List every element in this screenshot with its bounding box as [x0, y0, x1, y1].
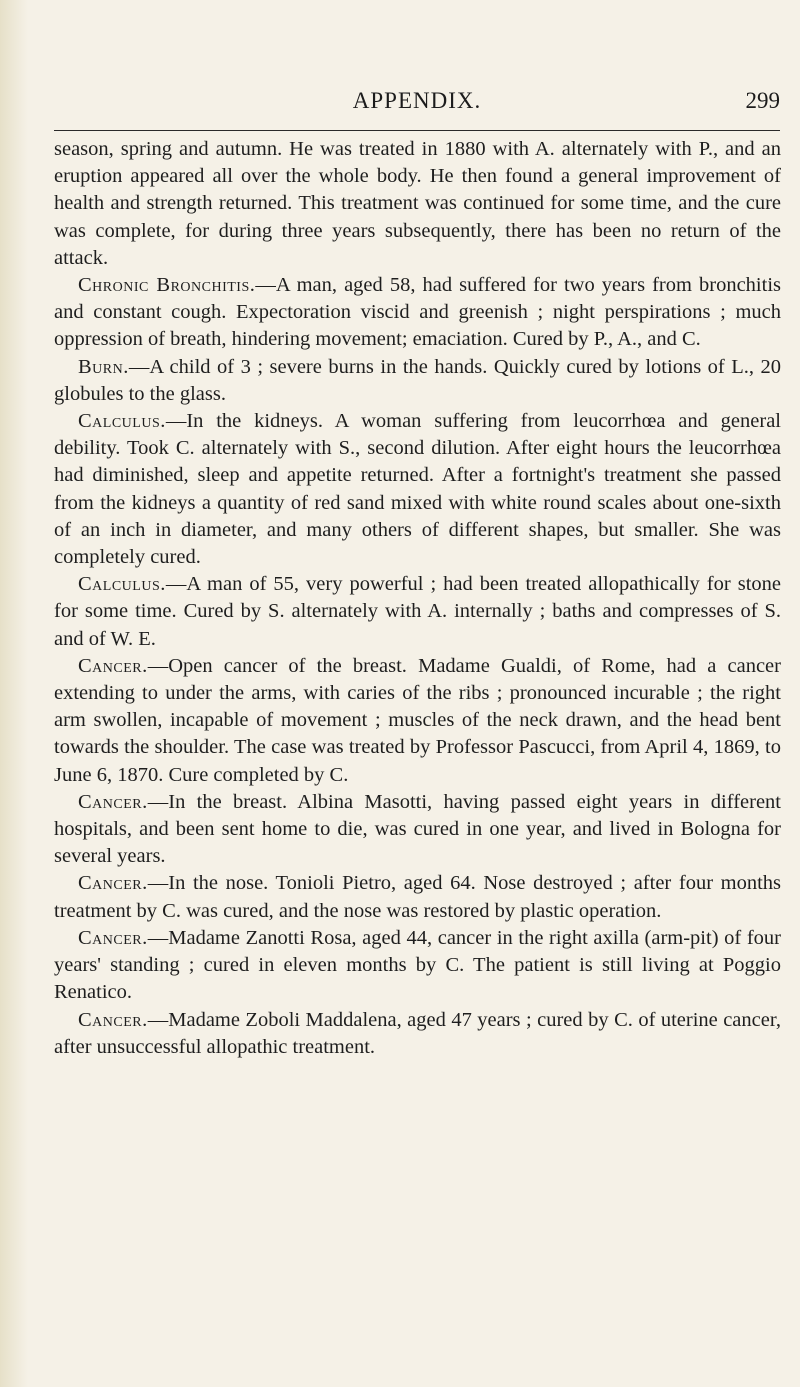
running-head: APPENDIX. — [352, 88, 482, 113]
paragraph-text: —Madame Zanotti Rosa, aged 44, cancer in the right axilla (arm-pit) of four years' standing ; cured in eleven months by C. The patient is still living at Poggio Renatico. — [54, 926, 781, 1004]
case-paragraph — [54, 571, 781, 653]
page-number: 299 — [745, 88, 780, 113]
page-body — [54, 136, 781, 1061]
case-heading: Calculus. — [78, 573, 166, 596]
header-rule — [54, 130, 780, 131]
case-heading: Burn. — [78, 355, 129, 378]
paragraph-text: —Madame Zoboli Maddalena, aged 47 years ; cured by C. of uterine cancer, after unsuccessful allopathic treatment. — [54, 1008, 781, 1058]
case-paragraph — [54, 272, 781, 354]
paragraph-continuation — [54, 136, 781, 272]
page-gutter-shadow — [0, 0, 28, 1387]
page-header — [54, 88, 780, 128]
case-paragraph — [54, 354, 781, 408]
case-heading: Chronic Bronchitis. — [78, 274, 256, 297]
paragraph-text: —In the kidneys. A woman suffering from leucorrhœa and general debility. Took C. alternately with S., second dilution. After eight hours the leucorrhœa had diminished, sleep and appetite returned. After a fortnight's treatment she passed from the kidneys a quantity of red sand mixed with white round scales about one-sixth of an inch in diameter, and many others of different shapes, but smaller. She was completely cured. — [54, 410, 781, 569]
case-paragraph — [54, 1007, 781, 1061]
case-paragraph — [54, 789, 781, 871]
case-heading: Cancer. — [78, 926, 148, 949]
paragraph-text: —Open cancer of the breast. Madame Gualdi, of Rome, had a cancer extending to under the arms, with caries of the ribs ; pronounced incurable ; the right arm swollen, incapable of movement ; muscles of the neck drawn, and the head bent towards the shoulder. The case was treated by Professor Pascucci, from April 4, 1869, to June 6, 1870. Cure completed by C. — [54, 654, 781, 786]
case-paragraph — [54, 870, 781, 924]
paragraph-text: season, spring and autumn. He was treated in 1880 with A. alternately with P., and an eruption appeared all over the whole body. He then found a general improvement of health and strength returned. This treatment was continued for some time, and the cure was complete, for during three years subsequently, there has been no return of the attack. — [54, 138, 781, 269]
case-heading: Cancer. — [78, 654, 148, 677]
case-heading: Cancer. — [78, 1008, 148, 1031]
case-heading: Cancer. — [78, 872, 148, 895]
case-paragraph — [54, 653, 781, 789]
paragraph-text: —In the nose. Tonioli Pietro, aged 64. Nose destroyed ; after four months treatment by C. was cured, and the nose was restored by plastic operation. — [54, 872, 781, 922]
case-heading: Cancer. — [78, 790, 148, 813]
case-paragraph — [54, 408, 781, 571]
paragraph-text: —A man, aged 58, had suffered for two years from bronchitis and constant cough. Expectoration viscid and greenish ; night perspirations ; much oppression of breath, hindering movement; emaciation. Cured by P., A., and C. — [54, 274, 782, 351]
case-paragraph — [54, 925, 781, 1007]
paragraph-text: —A man of 55, very powerful ; had been treated allopathically for stone for some time. Cured by S. alternately with A. internally ; baths and compresses of S. and of W. E. — [54, 573, 781, 650]
case-heading: Calculus. — [78, 410, 166, 433]
paragraph-text: —A child of 3 ; severe burns in the hands. Quickly cured by lotions of L., 20 globules to the glass. — [54, 355, 781, 405]
paragraph-text: —In the breast. Albina Masotti, having passed eight years in different hospitals, and been sent home to die, was cured in one year, and lived in Bologna for several years. — [54, 790, 781, 868]
